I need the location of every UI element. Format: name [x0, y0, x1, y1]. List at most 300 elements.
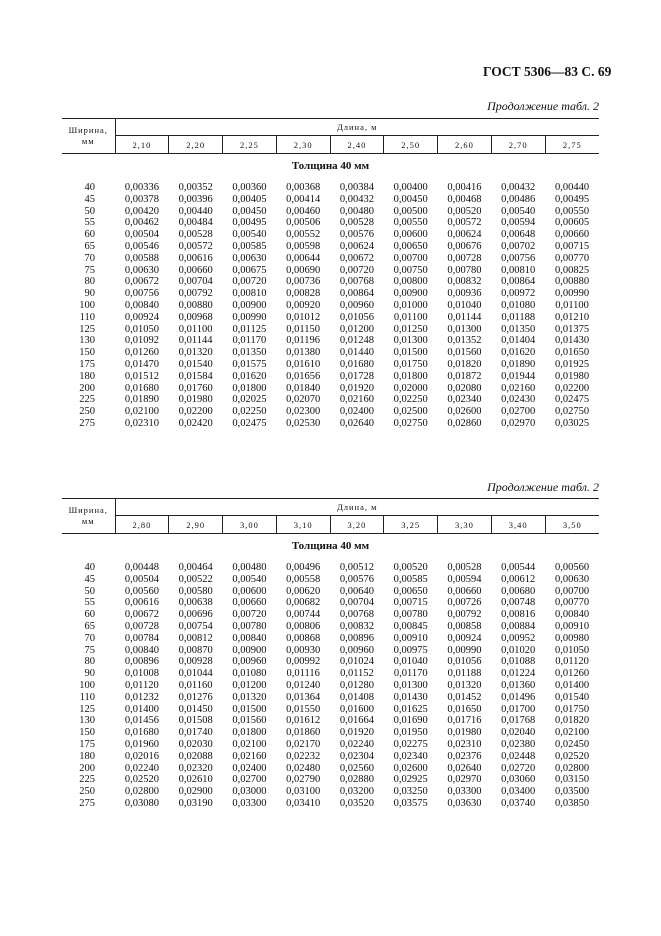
width-cell: 70 [84, 632, 95, 644]
volume-cell: 0,02530 [286, 417, 321, 429]
volume-cell: 0,02240 [339, 738, 374, 750]
width-cell: 275 [79, 797, 95, 809]
volume-cell: 0,01260 [124, 347, 159, 359]
width-cell: 225 [79, 394, 95, 406]
volume-cell: 0,00512 [339, 562, 374, 573]
length-column-header: 2,80 [115, 516, 169, 534]
width-cell: 45 [84, 193, 95, 205]
width-cell: 150 [79, 727, 95, 739]
volume-cell: 0,02380 [501, 738, 536, 750]
volume-cell: 0,01320 [232, 691, 267, 703]
volume-cell: 0,01350 [501, 323, 536, 335]
volume-cell: 0,00756 [124, 288, 159, 300]
table-row [62, 751, 599, 763]
length-column-header: 3,50 [545, 516, 599, 534]
volume-cell: 0,02700 [501, 406, 536, 418]
table-row [62, 418, 599, 430]
volume-cell: 0,01300 [393, 679, 428, 691]
volume-cell: 0,02450 [555, 738, 590, 750]
volume-cell: 0,01040 [393, 656, 428, 668]
volume-cell: 0,00936 [447, 288, 482, 300]
table-caption: Продолжение табл. 2 [487, 99, 599, 113]
volume-cell: 0,01944 [501, 370, 536, 382]
volume-cell: 0,02520 [555, 750, 590, 762]
volume-cell: 0,01200 [339, 323, 374, 335]
volume-cell: 0,02200 [555, 382, 590, 394]
volume-cell: 0,01584 [178, 370, 213, 382]
volume-cell: 0,02310 [124, 417, 159, 429]
volume-cell: 0,02030 [178, 738, 213, 750]
volume-cell: 0,03520 [339, 797, 374, 809]
volume-cell: 0,01656 [286, 370, 321, 382]
table-row [62, 586, 599, 598]
volume-cell: 0,00806 [286, 620, 321, 632]
volume-cell: 0,01456 [124, 715, 159, 727]
volume-cell: 0,00845 [393, 620, 428, 632]
volume-cell: 0,00504 [124, 573, 159, 585]
volume-cell: 0,00672 [124, 609, 159, 621]
volume-cell: 0,00644 [286, 252, 321, 264]
volume-cell: 0,00648 [501, 229, 536, 241]
volume-cell: 0,01160 [178, 679, 213, 691]
volume-cell: 0,00900 [232, 644, 267, 656]
volume-cell: 0,02250 [393, 394, 428, 406]
volume-cell: 0,00594 [447, 573, 482, 585]
width-header: Ширина, мм [62, 499, 115, 534]
volume-cell: 0,01364 [286, 691, 321, 703]
volume-cell: 0,01610 [286, 358, 321, 370]
volume-cell: 0,01008 [124, 668, 159, 680]
volume-cell: 0,01280 [339, 679, 374, 691]
table-row [62, 335, 599, 347]
width-header: Ширина, мм [62, 119, 115, 154]
volume-cell: 0,02000 [393, 382, 428, 394]
volume-cell: 0,02340 [393, 750, 428, 762]
volume-cell: 0,00780 [447, 264, 482, 276]
volume-cell: 0,00440 [178, 205, 213, 217]
volume-cell: 0,00544 [501, 562, 536, 573]
volume-cell: 0,00378 [124, 193, 159, 205]
volume-cell: 0,02430 [501, 394, 536, 406]
volume-cell: 0,02600 [393, 762, 428, 774]
volume-cell: 0,03080 [124, 797, 159, 809]
volume-cell: 0,00720 [232, 276, 267, 288]
volume-cell: 0,01300 [393, 335, 428, 347]
volume-cell: 0,00858 [447, 620, 482, 632]
volume-cell: 0,01080 [501, 299, 536, 311]
volume-cell: 0,01276 [178, 691, 213, 703]
volume-cell: 0,00864 [339, 288, 374, 300]
volume-cell: 0,02232 [286, 750, 321, 762]
volume-cell: 0,01600 [339, 703, 374, 715]
volume-cell: 0,01248 [339, 335, 374, 347]
width-cell: 90 [84, 668, 95, 680]
volume-cell: 0,00638 [178, 597, 213, 609]
volume-cell: 0,00980 [555, 632, 590, 644]
volume-cell: 0,00770 [555, 597, 590, 609]
volume-cell: 0,00780 [393, 609, 428, 621]
volume-cell: 0,01496 [501, 691, 536, 703]
volume-cell: 0,00616 [178, 252, 213, 264]
volume-cell: 0,02925 [393, 774, 428, 786]
volume-cell: 0,01350 [232, 347, 267, 359]
volume-cell: 0,02500 [393, 406, 428, 418]
volume-cell: 0,02520 [124, 774, 159, 786]
volume-cell: 0,00990 [232, 311, 267, 323]
volume-cell: 0,01768 [501, 715, 536, 727]
width-cell: 90 [84, 288, 95, 300]
volume-cell: 0,00682 [286, 597, 321, 609]
volume-cell: 0,00450 [393, 193, 428, 205]
table-row [62, 786, 599, 798]
volume-cell: 0,02790 [286, 774, 321, 786]
length-header: Длина, м [115, 499, 599, 516]
width-cell: 75 [84, 644, 95, 656]
volume-cell: 0,00840 [555, 609, 590, 621]
volume-cell: 0,01820 [555, 715, 590, 727]
volume-cell: 0,00594 [501, 217, 536, 229]
volume-cell: 0,00924 [124, 311, 159, 323]
volume-cell: 0,00500 [393, 205, 428, 217]
volume-cell: 0,00990 [447, 644, 482, 656]
volume-cell: 0,02340 [447, 394, 482, 406]
width-cell: 70 [84, 252, 95, 264]
table-row [62, 621, 599, 633]
volume-cell: 0,00800 [393, 276, 428, 288]
volume-cell: 0,02088 [178, 750, 213, 762]
length-column-header: 3,10 [276, 516, 330, 534]
volume-cell: 0,00576 [339, 573, 374, 585]
length-column-header: 2,90 [169, 516, 223, 534]
volume-cell: 0,01375 [555, 323, 590, 335]
volume-cell: 0,00715 [555, 240, 590, 252]
volume-cell: 0,02200 [178, 406, 213, 418]
volume-cell: 0,01980 [447, 727, 482, 739]
volume-cell: 0,02720 [501, 762, 536, 774]
volume-cell: 0,01240 [286, 679, 321, 691]
volume-cell: 0,00825 [555, 264, 590, 276]
volume-cell: 0,00495 [232, 217, 267, 229]
volume-cell: 0,01210 [555, 311, 590, 323]
volume-cell: 0,01872 [447, 370, 482, 382]
volume-cell: 0,00880 [178, 299, 213, 311]
volume-cell: 0,03500 [555, 786, 590, 798]
width-cell: 225 [79, 774, 95, 786]
volume-cell: 0,00484 [178, 217, 213, 229]
volume-cell: 0,00560 [124, 585, 159, 597]
volume-cell: 0,02400 [339, 406, 374, 418]
volume-cell: 0,00368 [286, 182, 321, 193]
volume-cell: 0,00486 [501, 193, 536, 205]
thickness-label: Толщина 40 мм [291, 160, 370, 173]
volume-cell: 0,01540 [555, 691, 590, 703]
volume-cell: 0,00990 [555, 288, 590, 300]
table-caption: Продолжение табл. 2 [487, 480, 599, 494]
table-row [62, 312, 599, 324]
volume-cell: 0,00552 [286, 229, 321, 241]
volume-cell: 0,00528 [339, 217, 374, 229]
volume-cell: 0,00700 [393, 252, 428, 264]
volume-cell: 0,03200 [339, 786, 374, 798]
volume-cell: 0,00414 [286, 193, 321, 205]
length-column-header: 2,50 [384, 136, 438, 154]
volume-cell: 0,00750 [393, 264, 428, 276]
volume-cell: 0,00728 [447, 252, 482, 264]
width-cell: 125 [79, 703, 95, 715]
volume-cell: 0,00754 [178, 620, 213, 632]
volume-cell: 0,00676 [447, 240, 482, 252]
volume-cell: 0,00612 [501, 573, 536, 585]
volume-cell: 0,00744 [286, 609, 321, 621]
volume-cell: 0,01680 [124, 382, 159, 394]
volume-cell: 0,01352 [447, 335, 482, 347]
volume-cell: 0,00720 [232, 609, 267, 621]
volume-cell: 0,01150 [286, 323, 321, 335]
table-row [62, 739, 599, 751]
volume-cell: 0,00972 [501, 288, 536, 300]
table-row [62, 727, 599, 739]
volume-cell: 0,00416 [447, 182, 482, 193]
volume-cell: 0,01050 [555, 644, 590, 656]
volume-cell: 0,00462 [124, 217, 159, 229]
width-cell: 40 [84, 562, 95, 573]
volume-cell: 0,00504 [124, 229, 159, 241]
volume-cell: 0,03250 [393, 786, 428, 798]
width-cell: 80 [84, 656, 95, 668]
volume-cell: 0,01408 [339, 691, 374, 703]
width-cell: 200 [79, 762, 95, 774]
width-cell: 45 [84, 573, 95, 585]
volume-cell: 0,00464 [178, 562, 213, 573]
volume-cell: 0,00660 [232, 597, 267, 609]
volume-cell: 0,01650 [447, 703, 482, 715]
volume-cell: 0,01144 [178, 335, 213, 347]
volume-cell: 0,00840 [124, 299, 159, 311]
volume-cell: 0,01360 [501, 679, 536, 691]
volume-cell: 0,00600 [393, 229, 428, 241]
volume-cell: 0,01404 [501, 335, 536, 347]
volume-cell: 0,01380 [286, 347, 321, 359]
volume-cell: 0,01300 [447, 323, 482, 335]
volume-cell: 0,00828 [286, 288, 321, 300]
volume-cell: 0,02700 [232, 774, 267, 786]
volume-cell: 0,03190 [178, 797, 213, 809]
volume-cell: 0,00992 [286, 656, 321, 668]
volume-cell: 0,02880 [339, 774, 374, 786]
volume-cell: 0,00900 [393, 288, 428, 300]
volume-cell: 0,00336 [124, 182, 159, 193]
volume-cell: 0,00930 [286, 644, 321, 656]
table-row [62, 680, 599, 692]
volume-cell: 0,02100 [124, 406, 159, 418]
volume-cell: 0,02016 [124, 750, 159, 762]
width-cell: 55 [84, 217, 95, 229]
volume-cell: 0,01800 [393, 370, 428, 382]
volume-cell: 0,00792 [447, 609, 482, 621]
volume-cell: 0,00884 [501, 620, 536, 632]
width-cell: 250 [79, 786, 95, 798]
volume-cell: 0,00360 [232, 182, 267, 193]
volume-cell: 0,00756 [501, 252, 536, 264]
volume-cell: 0,00528 [447, 562, 482, 573]
length-column-header: 2,25 [223, 136, 277, 154]
volume-cell: 0,02420 [178, 417, 213, 429]
volume-cell: 0,02475 [232, 417, 267, 429]
volume-cell: 0,01664 [339, 715, 374, 727]
volume-cell: 0,02160 [501, 382, 536, 394]
volume-cell: 0,03060 [501, 774, 536, 786]
volume-cell: 0,00896 [339, 632, 374, 644]
volume-cell: 0,00810 [232, 288, 267, 300]
volume-cell: 0,02860 [447, 417, 482, 429]
volume-cell: 0,00910 [393, 632, 428, 644]
volume-cell: 0,02800 [555, 762, 590, 774]
volume-cell: 0,02750 [555, 406, 590, 418]
table-row [62, 633, 599, 645]
volume-cell: 0,00968 [178, 311, 213, 323]
volume-cell: 0,03150 [555, 774, 590, 786]
width-cell: 250 [79, 406, 95, 418]
width-cell: 55 [84, 597, 95, 609]
length-column-header: 3,40 [491, 516, 545, 534]
volume-cell: 0,01680 [124, 727, 159, 739]
volume-cell: 0,00832 [447, 276, 482, 288]
volume-cell: 0,00496 [286, 562, 321, 573]
volume-cell: 0,00598 [286, 240, 321, 252]
table-row [62, 597, 599, 609]
volume-cell: 0,01860 [286, 727, 321, 739]
width-cell: 65 [84, 620, 95, 632]
volume-cell: 0,01890 [501, 358, 536, 370]
volume-cell: 0,03630 [447, 797, 482, 809]
volume-cell: 0,00840 [232, 632, 267, 644]
volume-cell: 0,03300 [232, 797, 267, 809]
volume-cell: 0,03400 [501, 786, 536, 798]
volume-cell: 0,00690 [286, 264, 321, 276]
volume-cell: 0,01430 [555, 335, 590, 347]
volume-cell: 0,02080 [447, 382, 482, 394]
volume-cell: 0,01050 [124, 323, 159, 335]
volume-cell: 0,02040 [501, 727, 536, 739]
volume-cell: 0,02376 [447, 750, 482, 762]
volume-cell: 0,00384 [339, 182, 374, 193]
volume-cell: 0,00440 [555, 182, 590, 193]
volume-cell: 0,01716 [447, 715, 482, 727]
volume-cell: 0,01560 [447, 347, 482, 359]
volume-cell: 0,01092 [124, 335, 159, 347]
volume-cell: 0,01680 [339, 358, 374, 370]
volume-cell: 0,01188 [447, 668, 482, 680]
volume-cell: 0,00550 [555, 205, 590, 217]
volume-cell: 0,01170 [232, 335, 267, 347]
volume-cell: 0,02310 [447, 738, 482, 750]
volume-cell: 0,01188 [501, 311, 536, 323]
volume-cell: 0,02304 [339, 750, 374, 762]
volume-cell: 0,00624 [447, 229, 482, 241]
volume-cell: 0,02160 [232, 750, 267, 762]
volume-cell: 0,02240 [124, 762, 159, 774]
volume-cell: 0,01625 [393, 703, 428, 715]
volume-cell: 0,01620 [501, 347, 536, 359]
length-column-header: 3,25 [384, 516, 438, 534]
width-cell: 175 [79, 358, 95, 370]
volume-cell: 0,02640 [447, 762, 482, 774]
volume-cell: 0,00870 [178, 644, 213, 656]
volume-cell: 0,00448 [124, 562, 159, 573]
volume-cell: 0,03850 [555, 797, 590, 809]
width-cell: 100 [79, 299, 95, 311]
volume-cell: 0,02170 [286, 738, 321, 750]
volume-cell: 0,00900 [232, 299, 267, 311]
length-column-header: 2,75 [545, 136, 599, 154]
volume-cell: 0,00432 [339, 193, 374, 205]
table-row [62, 276, 599, 288]
volume-cell: 0,02160 [339, 394, 374, 406]
volume-cell: 0,01450 [178, 703, 213, 715]
volume-cell: 0,00560 [555, 562, 590, 573]
volume-cell: 0,01800 [232, 382, 267, 394]
volume-cell: 0,00432 [501, 182, 536, 193]
table-row [62, 562, 599, 574]
volume-cell: 0,01020 [501, 644, 536, 656]
width-cell: 50 [84, 205, 95, 217]
width-cell: 100 [79, 679, 95, 691]
width-cell: 200 [79, 382, 95, 394]
length-column-header: 2,10 [115, 136, 169, 154]
table-row [62, 383, 599, 395]
volume-cell: 0,01560 [232, 715, 267, 727]
volume-cell: 0,02970 [447, 774, 482, 786]
volume-cell: 0,00840 [124, 644, 159, 656]
table-header [62, 119, 599, 154]
table-row [62, 394, 599, 406]
table-row [62, 194, 599, 206]
volume-cell: 0,03000 [232, 786, 267, 798]
volume-cell: 0,01620 [232, 370, 267, 382]
volume-cell: 0,01224 [501, 668, 536, 680]
volume-cell: 0,01840 [286, 382, 321, 394]
volume-cell: 0,00784 [124, 632, 159, 644]
width-cell: 275 [79, 417, 95, 429]
table-row [62, 253, 599, 265]
length-column-header: 2,70 [491, 136, 545, 154]
volume-cell: 0,00715 [393, 597, 428, 609]
table-row [62, 774, 599, 786]
volume-cell: 0,00952 [501, 632, 536, 644]
volume-cell: 0,01925 [555, 358, 590, 370]
volume-cell: 0,01120 [555, 656, 589, 668]
volume-cell: 0,00588 [124, 252, 159, 264]
volume-cell: 0,01550 [286, 703, 321, 715]
table-row [62, 692, 599, 704]
volume-cell: 0,00975 [393, 644, 428, 656]
volume-cell: 0,00960 [232, 656, 267, 668]
volume-cell: 0,00650 [393, 240, 428, 252]
table-row [62, 704, 599, 716]
table-row [62, 656, 599, 668]
volume-cell: 0,01100 [555, 299, 589, 311]
volume-cell: 0,00896 [124, 656, 159, 668]
width-cell: 175 [79, 738, 95, 750]
table-header [62, 499, 599, 534]
table-row [62, 645, 599, 657]
volume-cell: 0,03025 [555, 417, 590, 429]
volume-cell: 0,01500 [393, 347, 428, 359]
volume-cell: 0,02300 [286, 406, 321, 418]
length-column-header: 2,20 [169, 136, 223, 154]
volume-cell: 0,01100 [178, 323, 213, 335]
volume-cell: 0,00572 [178, 240, 213, 252]
